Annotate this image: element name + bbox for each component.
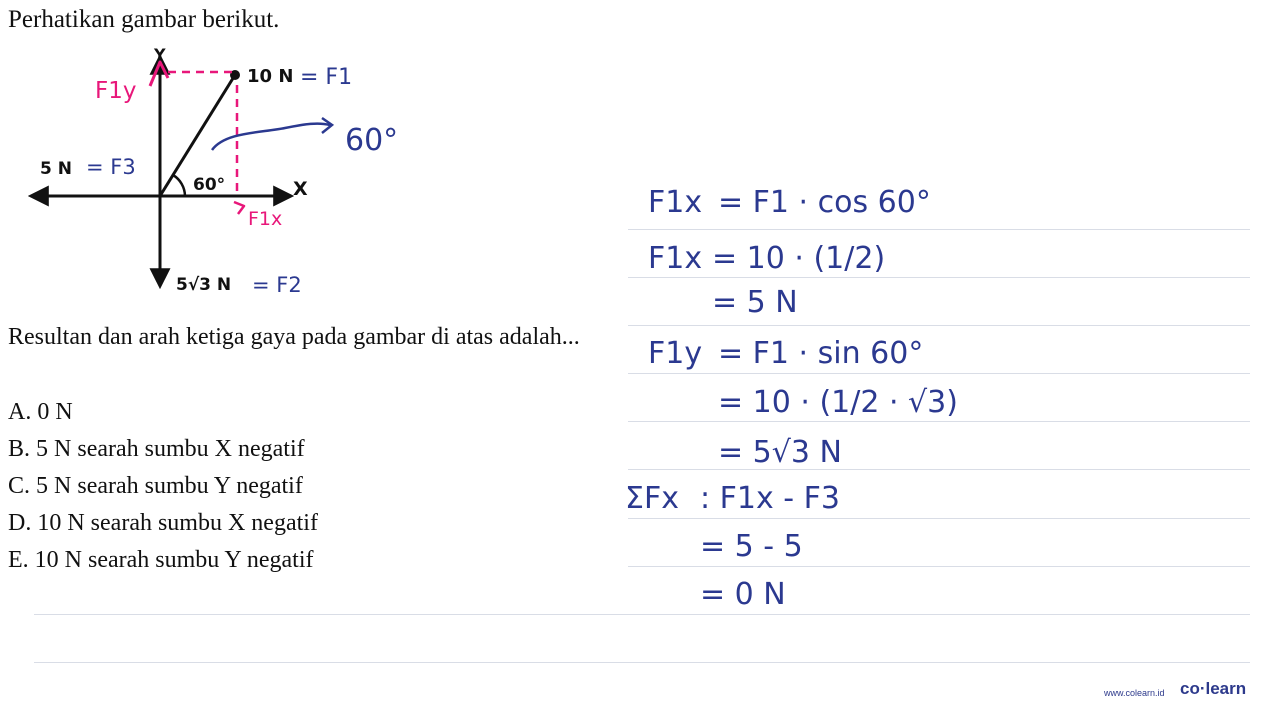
solution-line2-rhs: = 10 · (1/2) xyxy=(712,241,886,276)
option-text: 5 N searah sumbu X negatif xyxy=(36,436,305,462)
f2-equals-label: = F2 xyxy=(252,273,302,297)
colearn-logo[interactable]: co·learn xyxy=(1180,679,1247,698)
f1-equals-label: = F1 xyxy=(300,65,353,90)
solution-line4-lhs: F1y xyxy=(648,336,703,371)
solution-line8: = 5 - 5 xyxy=(700,529,803,564)
footer-url[interactable]: www.colearn.id xyxy=(1104,688,1165,698)
solution-line5: = 10 · (1/2 · √3) xyxy=(718,385,958,420)
f1y-label: F1y xyxy=(95,78,137,104)
option-letter: C. xyxy=(8,473,31,499)
f1x-label: F1x xyxy=(248,208,283,230)
solution-line1-lhs: F1x xyxy=(648,185,703,220)
option-letter: E. xyxy=(8,547,29,573)
option-text: 5 N searah sumbu Y negatif xyxy=(36,473,303,499)
f3-value-label: 5 N xyxy=(40,159,72,179)
question-heading: Perhatikan gambar berikut. xyxy=(8,6,280,33)
solution-line3: = 5 N xyxy=(712,285,798,320)
angle-label: 60° xyxy=(193,175,226,195)
solution-line1-rhs: = F1 · cos 60° xyxy=(718,185,931,220)
solution-line7-rhs: : F1x - F3 xyxy=(700,481,840,516)
option-text: 10 N searah sumbu X negatif xyxy=(37,510,318,536)
solution-line7-lhs: ΣFx xyxy=(625,481,679,516)
x-axis-label: X xyxy=(293,178,308,200)
f3-equals-label: = F3 xyxy=(86,155,136,179)
callout-angle-label: 60° xyxy=(345,123,399,158)
solution-line4-rhs: = F1 · sin 60° xyxy=(718,336,924,371)
solution-line6: = 5√3 N xyxy=(718,435,842,470)
f2-value-label: 5√3 N xyxy=(176,275,232,295)
option-letter: B. xyxy=(8,436,31,462)
option-text: 10 N searah sumbu Y negatif xyxy=(34,547,314,573)
solution-line2-lhs: F1x xyxy=(648,241,703,276)
y-axis-label: Y xyxy=(154,45,166,64)
option-letter: D. xyxy=(8,510,32,536)
question-text: Resultan dan arah ketiga gaya pada gambar di atas adalah... xyxy=(8,324,580,350)
option-text: 0 N xyxy=(37,399,73,425)
option-letter: A. xyxy=(8,399,32,425)
solution-line9: = 0 N xyxy=(700,577,786,612)
f1-value-label: 10 N xyxy=(247,66,294,87)
